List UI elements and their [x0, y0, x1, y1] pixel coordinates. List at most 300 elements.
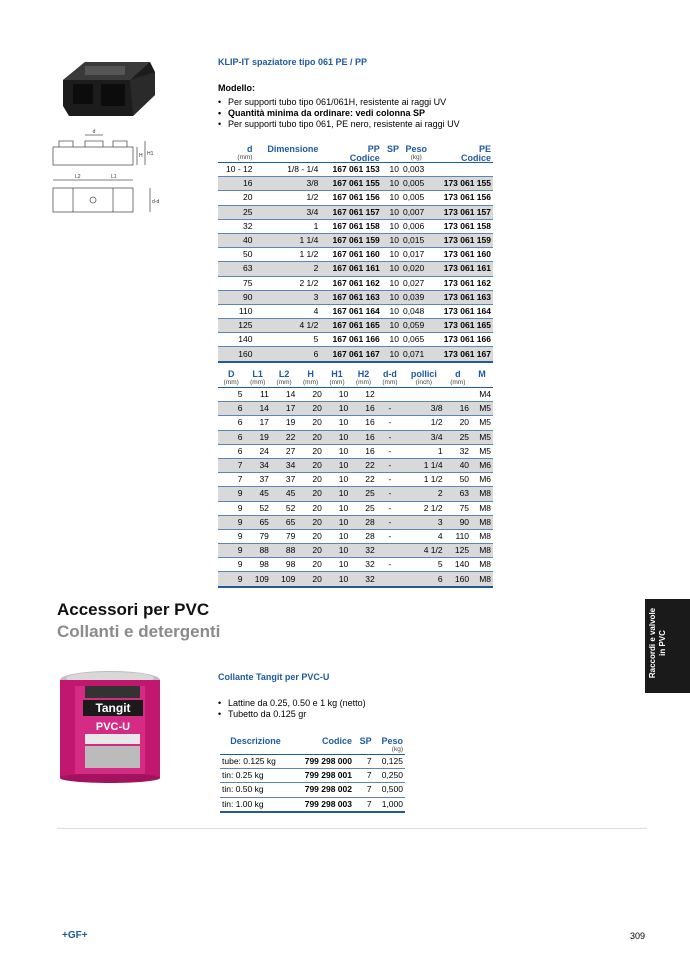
table-cell: 22: [350, 473, 376, 487]
table-cell: 22: [271, 430, 297, 444]
table-cell: M8: [471, 515, 493, 529]
table-cell: 10: [324, 572, 350, 587]
table-cell: 52: [271, 501, 297, 515]
table-cell: 6: [403, 572, 444, 587]
table-cell: 160: [218, 347, 254, 362]
table-cell: 10: [382, 177, 401, 191]
table-cell: 167 061 163: [320, 290, 381, 304]
table-cell: 0,250: [374, 769, 405, 783]
table-row: [218, 515, 493, 529]
table-cell: -: [377, 501, 403, 515]
table-cell: 24: [244, 444, 270, 458]
table-cell: 90: [445, 515, 471, 529]
table-cell: M5: [471, 416, 493, 430]
drawing-label-dd: d-d: [152, 199, 160, 205]
table-cell: 1 1/2: [254, 248, 320, 262]
table-cell: -: [377, 402, 403, 416]
header-cell: H: [307, 369, 314, 379]
table-cell: 28: [350, 529, 376, 543]
unit-cell: (inch): [403, 379, 444, 388]
table-cell: 88: [244, 544, 270, 558]
klip-bullet: • Per supporti tubo tipo 061/061H, resistente ai raggi UV: [218, 97, 518, 108]
table-row: [218, 304, 493, 318]
table-cell: 40: [445, 458, 471, 472]
table-cell: 10: [382, 290, 401, 304]
table-cell: 125: [445, 544, 471, 558]
table-cell: 20: [218, 191, 254, 205]
table-cell: 0,071: [401, 347, 432, 362]
table-cell: 167 061 155: [320, 177, 381, 191]
table-cell: 20: [297, 388, 323, 402]
table-cell: 0,027: [401, 276, 432, 290]
table-cell: 6: [218, 416, 244, 430]
header-cell: L1: [252, 369, 263, 379]
table-cell: 65: [271, 515, 297, 529]
table-row: [218, 572, 493, 587]
table-cell: 7: [354, 769, 374, 783]
table-row: [220, 783, 405, 797]
header-cell: d: [246, 144, 253, 154]
table-cell: 16: [350, 416, 376, 430]
table-cell: 10: [324, 529, 350, 543]
table-cell: [403, 388, 444, 402]
table-cell: 17: [244, 416, 270, 430]
table-cell: 167 061 162: [320, 276, 381, 290]
table-cell: 140: [445, 558, 471, 572]
table-cell: 20: [297, 444, 323, 458]
table-cell: M6: [471, 473, 493, 487]
table-cell: 799 298 003: [291, 797, 354, 812]
table-cell: 50: [445, 473, 471, 487]
tangit-can-image: [55, 668, 165, 783]
gf-logo: +GF+: [62, 930, 88, 941]
page-number: 309: [630, 931, 646, 941]
table-cell: 10: [382, 248, 401, 262]
table-cell: 0,005: [401, 191, 432, 205]
header-cell: Peso: [381, 736, 403, 746]
table-cell: 1 1/4: [403, 458, 444, 472]
table-cell: M8: [471, 501, 493, 515]
header-cell: M: [478, 369, 486, 379]
table-cell: 25: [350, 501, 376, 515]
table-cell: 7: [218, 473, 244, 487]
table-cell: 6: [218, 402, 244, 416]
table-cell: 25: [350, 487, 376, 501]
table-cell: 6: [218, 430, 244, 444]
table-cell: 34: [271, 458, 297, 472]
table-cell: 10: [324, 473, 350, 487]
table-cell: 20: [445, 416, 471, 430]
table-cell: 10: [324, 487, 350, 501]
table-cell: 98: [271, 558, 297, 572]
table-cell: 10: [382, 205, 401, 219]
unit-cell: (mm): [244, 379, 270, 388]
table-row: [220, 769, 405, 783]
table-cell: 7: [218, 458, 244, 472]
table-cell: tube: 0.125 kg: [220, 755, 291, 769]
table-cell: 22: [350, 458, 376, 472]
table-cell: 167 061 158: [320, 219, 381, 233]
table-cell: 65: [244, 515, 270, 529]
table-row: [218, 544, 493, 558]
table-cell: 20: [297, 515, 323, 529]
table-row: [218, 290, 493, 304]
table-cell: 16: [445, 402, 471, 416]
table-cell: 10: [382, 163, 401, 177]
table-cell: 7: [354, 797, 374, 812]
table-cell: 0,065: [401, 333, 432, 347]
table-cell: 10 - 12: [218, 163, 254, 177]
table-cell: 50: [218, 248, 254, 262]
table-cell: 173 061 167: [432, 347, 493, 362]
table-cell: 173 061 161: [432, 262, 493, 276]
table-cell: 32: [350, 544, 376, 558]
table-cell: 98: [244, 558, 270, 572]
table-cell: 160: [445, 572, 471, 587]
table-cell: 10: [382, 219, 401, 233]
table-cell: 173 061 156: [432, 191, 493, 205]
footer-divider: [57, 828, 647, 829]
table-cell: 9: [218, 558, 244, 572]
table-cell: M8: [471, 487, 493, 501]
table-cell: 799 298 001: [291, 769, 354, 783]
table-row: [218, 233, 493, 247]
table-cell: 167 061 159: [320, 233, 381, 247]
klip-bullet: • Per supporti tubo tipo 061, PE nero, resistente ai raggi UV: [218, 119, 518, 130]
table-cell: 5: [403, 558, 444, 572]
table-cell: 173 061 157: [432, 205, 493, 219]
table-row: [218, 191, 493, 205]
table-cell: 1/2: [254, 191, 320, 205]
table-cell: 173 061 165: [432, 319, 493, 333]
table-cell: 37: [244, 473, 270, 487]
table-cell: 1/8 - 1/4: [254, 163, 320, 177]
header-cell: D: [227, 369, 235, 379]
table-cell: 2 1/2: [254, 276, 320, 290]
table-cell: 6: [218, 444, 244, 458]
table-cell: 10: [324, 416, 350, 430]
table-cell: 6: [254, 347, 320, 362]
table-cell: 10: [324, 402, 350, 416]
table-cell: 173 061 159: [432, 233, 493, 247]
table-cell: 9: [218, 529, 244, 543]
table-cell: 16: [350, 402, 376, 416]
table-cell: 4 1/2: [254, 319, 320, 333]
table-cell: 110: [218, 304, 254, 318]
table-row: [218, 444, 493, 458]
table-cell: 167 061 165: [320, 319, 381, 333]
table-cell: 19: [244, 430, 270, 444]
drawing-label-l1: L1: [111, 174, 117, 180]
drawing-label-l2: L2: [75, 174, 81, 180]
table-cell: 0,006: [401, 219, 432, 233]
table-cell: 10: [324, 515, 350, 529]
table-row: [220, 797, 405, 812]
table-cell: 2: [403, 487, 444, 501]
unit-cell: (mm): [218, 379, 244, 388]
table-cell: 10: [382, 319, 401, 333]
table-cell: 4 1/2: [403, 544, 444, 558]
table-cell: 3/8: [254, 177, 320, 191]
table-cell: 88: [271, 544, 297, 558]
table-cell: 20: [297, 402, 323, 416]
table-cell: 11: [244, 388, 270, 402]
table-cell: 9: [218, 501, 244, 515]
table-cell: 167 061 160: [320, 248, 381, 262]
table-cell: 25: [445, 430, 471, 444]
table-cell: 10: [382, 276, 401, 290]
table-row: [218, 163, 493, 177]
table-cell: 40: [218, 233, 254, 247]
header-cell: Descrizione: [230, 736, 281, 746]
table-cell: 10: [382, 262, 401, 276]
table-cell: 45: [271, 487, 297, 501]
section-title: Accessori per PVC: [57, 600, 210, 619]
klip-title: KLIP-IT spaziatore tipo 061 PE / PP: [218, 57, 368, 67]
table-cell: 25: [218, 205, 254, 219]
table-cell: 9: [218, 572, 244, 587]
table-cell: 28: [350, 515, 376, 529]
spacer-technical-drawing: [45, 125, 170, 220]
header-cell: d: [455, 369, 461, 379]
table-row: [218, 501, 493, 515]
tangit-title: Collante Tangit per PVC-U: [218, 672, 330, 682]
table-row: [218, 205, 493, 219]
table-cell: 17: [271, 402, 297, 416]
header-cell: Peso: [405, 144, 427, 154]
table-row: [218, 262, 493, 276]
table-cell: -: [377, 430, 403, 444]
table-cell: 32: [350, 572, 376, 587]
table-cell: 32: [350, 558, 376, 572]
table-cell: [432, 163, 493, 177]
table-row: [218, 333, 493, 347]
table-cell: 12: [350, 388, 376, 402]
table-cell: M5: [471, 444, 493, 458]
header-cell: Dimensione: [267, 144, 319, 154]
side-tab: [645, 599, 690, 693]
table-row: [218, 177, 493, 191]
table-row: [218, 529, 493, 543]
table-cell: 109: [271, 572, 297, 587]
table-row: [220, 755, 405, 769]
model-label: Modello:: [218, 83, 255, 93]
header-cell: H2: [357, 369, 370, 379]
table-row: [218, 473, 493, 487]
table-cell: 0,003: [401, 163, 432, 177]
table-cell: 1 1/4: [254, 233, 320, 247]
table-row: [218, 219, 493, 233]
table-cell: [377, 544, 403, 558]
table-cell: 14: [271, 388, 297, 402]
table-cell: -: [377, 444, 403, 458]
table-cell: 10: [324, 458, 350, 472]
klip-table: [218, 144, 493, 363]
table-row: [218, 558, 493, 572]
table-cell: 27: [271, 444, 297, 458]
table-row: [218, 319, 493, 333]
dimensions-table: [218, 369, 493, 588]
table-cell: 75: [445, 501, 471, 515]
table-cell: 3/4: [254, 205, 320, 219]
table-cell: 10: [324, 430, 350, 444]
table-cell: 3: [403, 515, 444, 529]
tangit-bullet: • Tubetto da 0.125 gr: [218, 709, 468, 720]
header-cell: PP: [367, 144, 380, 154]
table-cell: 173 061 155: [432, 177, 493, 191]
table-cell: 9: [218, 515, 244, 529]
table-cell: M8: [471, 544, 493, 558]
unit-cell: (mm): [297, 379, 323, 388]
table-cell: 79: [271, 529, 297, 543]
tangit-bullet: • Lattine da 0.25, 0.50 e 1 kg (netto): [218, 698, 468, 709]
table-cell: 32: [218, 219, 254, 233]
table-cell: 799 298 000: [291, 755, 354, 769]
klip-bullet: • Quantità minima da ordinare: vedi colonna SP: [218, 108, 518, 119]
table-cell: 1,000: [374, 797, 405, 812]
tangit-table: [220, 736, 405, 813]
table-cell: 167 061 153: [320, 163, 381, 177]
unit-cell: [471, 379, 493, 388]
table-cell: 167 061 161: [320, 262, 381, 276]
table-cell: 37: [271, 473, 297, 487]
table-cell: 167 061 164: [320, 304, 381, 318]
table-cell: 1: [254, 219, 320, 233]
table-row: [218, 487, 493, 501]
table-cell: 7: [354, 755, 374, 769]
table-cell: M4: [471, 388, 493, 402]
table-cell: 1/2: [403, 416, 444, 430]
table-row: [218, 458, 493, 472]
unit-cell: (mm): [324, 379, 350, 388]
table-cell: 0,007: [401, 205, 432, 219]
unit-cell: (kg): [401, 154, 432, 163]
table-cell: 3/8: [403, 402, 444, 416]
table-cell: M8: [471, 572, 493, 587]
table-cell: 20: [297, 529, 323, 543]
unit-cell: (mm): [445, 379, 471, 388]
table-cell: M5: [471, 430, 493, 444]
unit-cell: (mm): [218, 154, 254, 163]
side-tab-line1: Raccordi e valvole: [648, 607, 657, 679]
table-cell: tin: 0.25 kg: [220, 769, 291, 783]
header-cell: pollici: [410, 369, 437, 379]
table-cell: 173 061 158: [432, 219, 493, 233]
table-cell: 173 061 164: [432, 304, 493, 318]
table-cell: 52: [244, 501, 270, 515]
header-cell: SP: [359, 736, 372, 746]
table-cell: 5: [218, 388, 244, 402]
table-cell: -: [377, 458, 403, 472]
table-cell: 0,005: [401, 177, 432, 191]
table-cell: tin: 0.50 kg: [220, 783, 291, 797]
table-cell: 10: [382, 304, 401, 318]
table-row: [218, 248, 493, 262]
table-cell: 32: [445, 444, 471, 458]
table-cell: 16: [350, 430, 376, 444]
table-cell: -: [377, 473, 403, 487]
drawing-label-d: d: [92, 129, 96, 135]
table-cell: 45: [244, 487, 270, 501]
side-tab-line2: in PVC: [658, 630, 667, 656]
table-cell: 0,048: [401, 304, 432, 318]
header-cell: H1: [331, 369, 343, 379]
table-cell: 0,500: [374, 783, 405, 797]
table-cell: 0,125: [374, 755, 405, 769]
can-product: PVC-U: [95, 721, 131, 733]
table-cell: 167 061 157: [320, 205, 381, 219]
table-cell: 7: [354, 783, 374, 797]
table-cell: 79: [244, 529, 270, 543]
table-cell: 0,017: [401, 248, 432, 262]
table-cell: -: [377, 487, 403, 501]
table-cell: 20: [297, 501, 323, 515]
table-cell: M6: [471, 458, 493, 472]
table-cell: 1: [403, 444, 444, 458]
unit-cell: (mm): [350, 379, 376, 388]
header-cell: L2: [278, 369, 290, 379]
table-cell: 75: [218, 276, 254, 290]
table-cell: 10: [382, 233, 401, 247]
table-cell: 20: [297, 473, 323, 487]
table-cell: 20: [297, 487, 323, 501]
table-cell: 16: [350, 444, 376, 458]
table-cell: 4: [254, 304, 320, 318]
table-cell: 16: [218, 177, 254, 191]
table-row: [218, 276, 493, 290]
table-cell: 10: [382, 347, 401, 362]
drawing-label-h: H: [139, 153, 143, 159]
table-cell: 10: [324, 501, 350, 515]
table-cell: 4: [403, 529, 444, 543]
table-cell: 5: [254, 333, 320, 347]
table-row: [218, 402, 493, 416]
table-cell: 167 061 156: [320, 191, 381, 205]
table-cell: 173 061 163: [432, 290, 493, 304]
table-cell: 9: [218, 544, 244, 558]
table-cell: 20: [297, 458, 323, 472]
table-cell: 63: [218, 262, 254, 276]
table-cell: 125: [218, 319, 254, 333]
table-cell: 109: [244, 572, 270, 587]
table-cell: [445, 388, 471, 402]
unit-cell: (kg): [374, 746, 405, 755]
table-cell: 10: [324, 544, 350, 558]
table-cell: 173 061 162: [432, 276, 493, 290]
table-cell: 173 061 166: [432, 333, 493, 347]
table-cell: M8: [471, 529, 493, 543]
table-cell: 0,059: [401, 319, 432, 333]
tangit-bullets: [218, 698, 468, 720]
table-row: [218, 388, 493, 402]
table-cell: 10: [324, 444, 350, 458]
table-cell: 3: [254, 290, 320, 304]
table-row: [218, 416, 493, 430]
table-cell: 2 1/2: [403, 501, 444, 515]
table-cell: 167 061 167: [320, 347, 381, 362]
table-cell: 799 298 002: [291, 783, 354, 797]
table-cell: 34: [244, 458, 270, 472]
table-cell: -: [377, 416, 403, 430]
table-cell: 20: [297, 416, 323, 430]
table-cell: 10: [324, 558, 350, 572]
table-cell: 167 061 166: [320, 333, 381, 347]
table-cell: 9: [218, 487, 244, 501]
table-cell: 110: [445, 529, 471, 543]
header-cell: Codice: [320, 154, 381, 163]
table-cell: tin: 1.00 kg: [220, 797, 291, 812]
header-cell: Codice: [432, 154, 493, 163]
